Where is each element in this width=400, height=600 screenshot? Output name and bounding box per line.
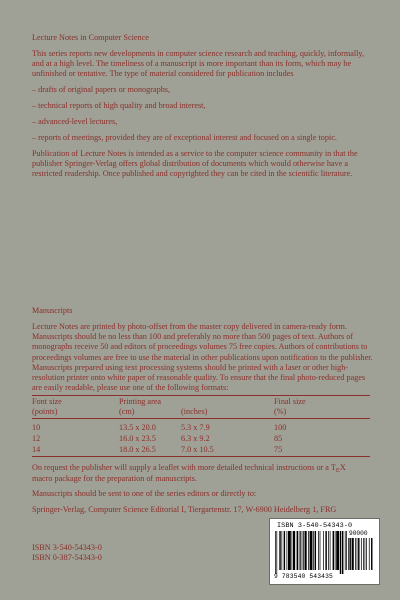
barcode-isbn: ISBN 3-540-54343-0 xyxy=(277,522,353,530)
header-final-size: Final size xyxy=(274,397,306,406)
table-cell: 85 xyxy=(274,434,283,443)
header-cm: (cm) xyxy=(119,407,135,416)
publisher-address: Springer-Verlag, Computer Science Editorial I, Tiergartenstr. 17, W-6900 Heidelberg 1, FRG xyxy=(32,505,337,514)
intro-paragraph: This series reports new developments in computer science research and teaching, quickly, informally, and at a high level. The timeliness of a manuscript is more important than its form, which may be unfinished or tentative. The type of material considered for publication includes xyxy=(32,49,365,79)
table-cell: 18.0 x 26.5 xyxy=(119,445,156,454)
barcode-addon: 90000 xyxy=(349,530,368,537)
leaflet-paragraph xyxy=(32,463,376,484)
series-title: Lecture Notes in Computer Science xyxy=(32,33,149,42)
table-rule-bottom xyxy=(32,456,370,457)
bullet-item: – reports of meetings, provided they are of exceptional interest and focused on a single topic. xyxy=(32,133,337,142)
table-rule-top xyxy=(32,395,370,396)
header-points: (points) xyxy=(32,407,58,416)
leaflet-text-line2: macro package for the preparation of manuscripts. xyxy=(32,474,197,484)
bullet-item: – technical reports of high quality and broad interest, xyxy=(32,101,206,110)
tex-x: X xyxy=(339,463,346,472)
table-cell: 13.5 x 20.0 xyxy=(119,423,156,432)
table-cell: 16.0 x 23.5 xyxy=(119,434,156,443)
isbn-line: ISBN 0-387-54343-0 xyxy=(32,553,102,562)
table-cell: 5.3 x 7.9 xyxy=(181,423,210,432)
table-cell: 6.3 x 9.2 xyxy=(181,434,210,443)
table-cell: 7.0 x 10.5 xyxy=(181,445,214,454)
ean-barcode-icon xyxy=(275,531,347,574)
header-printing-area: Printing area xyxy=(119,397,162,406)
leaflet-text: On request the publisher will supply a leaflet with more detailed technical instructions or a T xyxy=(32,463,336,472)
isbn-line: ISBN 3-540-54343-0 xyxy=(32,543,102,552)
manuscripts-heading: Manuscripts xyxy=(32,306,73,315)
table-cell: 12 xyxy=(32,434,41,443)
table-cell: 10 xyxy=(32,423,41,432)
header-font-size: Font size xyxy=(32,397,62,406)
addon-barcode-icon xyxy=(348,538,374,574)
table-cell: 100 xyxy=(274,423,287,432)
table-rule-mid xyxy=(32,418,370,419)
bullet-item: – drafts of original papers or monographs, xyxy=(32,85,171,94)
header-inches: (inches) xyxy=(181,407,208,416)
table-cell: 75 xyxy=(274,445,283,454)
manuscripts-paragraph: Lecture Notes are printed by photo-offset from the master copy delivered in camera-ready form. Manuscripts should be no less than 100 and preferably no more than 500 pages of text. Authors of monographs receive 50 and editors of proceedings volumes 75 free copies. Authors of contributions to proceedings volumes are free to use the material in other publications upon notification to the publisher. Manuscripts prepared using text processing systems should be printed with a laser or other high-resolution printer onto white paper of reasonable quality. To ensure that the final photo-reduced pages are easily readable, please use one of the following formats: xyxy=(32,322,373,393)
bullet-item: – advanced-level lectures, xyxy=(32,117,118,126)
tex-e: E xyxy=(335,466,340,474)
barcode-digits: 9 783540 543435 xyxy=(274,573,333,580)
table-cell: 14 xyxy=(32,445,41,454)
barcode-label xyxy=(269,518,380,585)
publication-paragraph: Publication of Lecture Notes is intended as a service to the computer science community in that the publisher Springer-Verlag offers global distribution of documents which would otherwise have a restricted readership. Once published and copyrighted they can be cited in the scientific literature. xyxy=(32,149,358,179)
header-percent: (%) xyxy=(274,407,287,416)
send-instruction: Manuscripts should be sent to one of the series editors or directly to: xyxy=(32,489,257,498)
